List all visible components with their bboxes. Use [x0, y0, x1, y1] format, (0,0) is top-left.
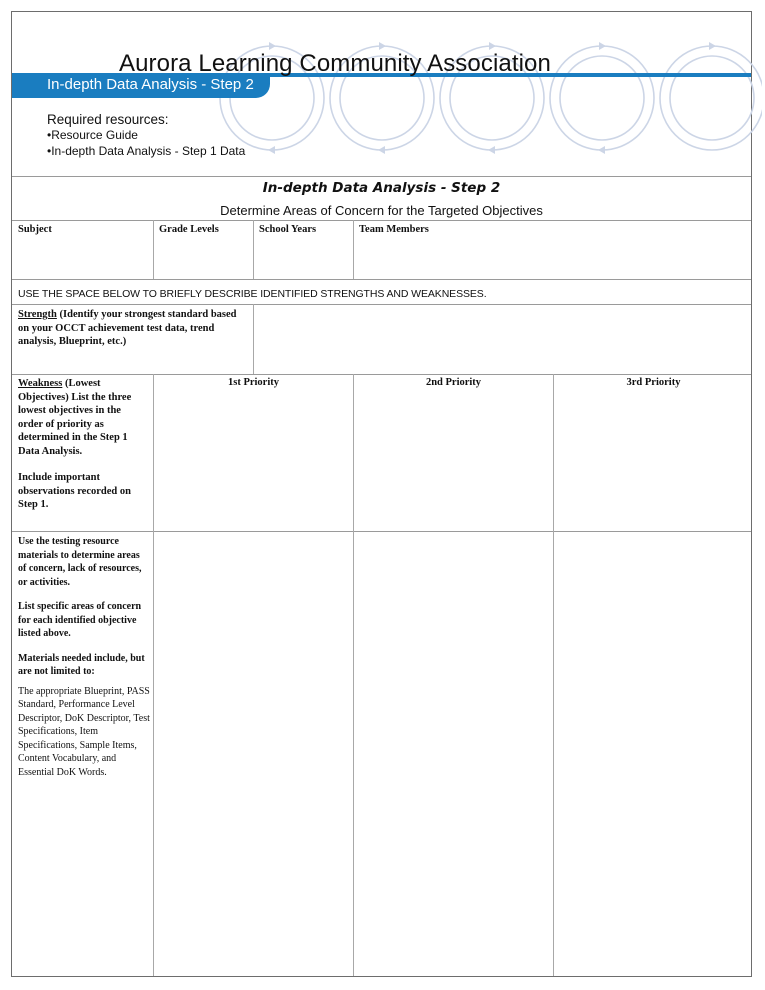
divider [153, 374, 154, 976]
weakness-note: Include important observations recorded on Step 1. [18, 472, 131, 510]
divider [12, 176, 751, 177]
priority-1-header: 1st Priority [227, 377, 280, 388]
divider [353, 220, 354, 279]
divider [153, 220, 154, 279]
divider [12, 304, 751, 305]
resource-list [47, 128, 245, 159]
priority-3-header: 3rd Priority [626, 377, 681, 388]
resource-item: • Resource Guide [47, 128, 245, 144]
subject-field-label: Subject [18, 224, 52, 235]
form-page [11, 11, 752, 977]
organization-title: Aurora Learning Community Association [119, 50, 551, 77]
strength-title: Strength [18, 309, 57, 320]
form-subtitle: Determine Areas of Concern for the Targeted Objectives [220, 203, 543, 218]
divider [553, 374, 554, 976]
team-members-field-label: Team Members [359, 224, 429, 235]
grade-levels-field-label: Grade Levels [159, 224, 219, 235]
required-resources [47, 112, 245, 159]
priority-2-header: 2nd Priority [425, 377, 482, 388]
resources-instructions [18, 535, 150, 790]
divider [12, 279, 751, 280]
divider [253, 304, 254, 374]
strength-label [18, 308, 243, 349]
required-resources-label: Required resources: [47, 112, 169, 127]
instruction-text: USE THE SPACE BELOW TO BRIEFLY DESCRIBE IDENTIFIED STRENGTHS AND WEAKNESSES. [18, 288, 487, 300]
resources-instruction-3: Materials needed include, but are not limited to: [18, 652, 145, 677]
divider [12, 531, 751, 532]
strength-description: (Identify your strongest standard based on your OCCT achievement test data, trend analysis, Blueprint, etc.) [18, 309, 237, 347]
form-title: In-depth Data Analysis - Step 2 [262, 180, 501, 196]
weakness-description: (Lowest Objectives) List the three lowest objectives in the order of priority as determined in the Step 1 Data Analysis. [18, 378, 132, 457]
resources-instruction-1: Use the testing resource materials to determine areas of concern, lack of resources, or activities. [18, 536, 142, 588]
divider [253, 220, 254, 279]
school-years-field-label: School Years [259, 224, 317, 235]
resources-instruction-2: List specific areas of concern for each identified objective listed above. [18, 601, 142, 639]
divider [353, 374, 354, 976]
resource-item: • In-depth Data Analysis - Step 1 Data [47, 144, 245, 160]
materials-list: The appropriate Blueprint, PASS Standard, Performance Level Descriptor, DoK Descriptor, Test Specifications, Item Specifications, Sample Items, Content Vocabulary, and Essential DoK Words. [18, 685, 150, 778]
weakness-title: Weakness [18, 378, 63, 389]
step-tab-label: In-depth Data Analysis - Step 2 [47, 76, 254, 93]
divider [12, 220, 751, 221]
divider [12, 374, 751, 375]
weakness-label [18, 377, 146, 512]
